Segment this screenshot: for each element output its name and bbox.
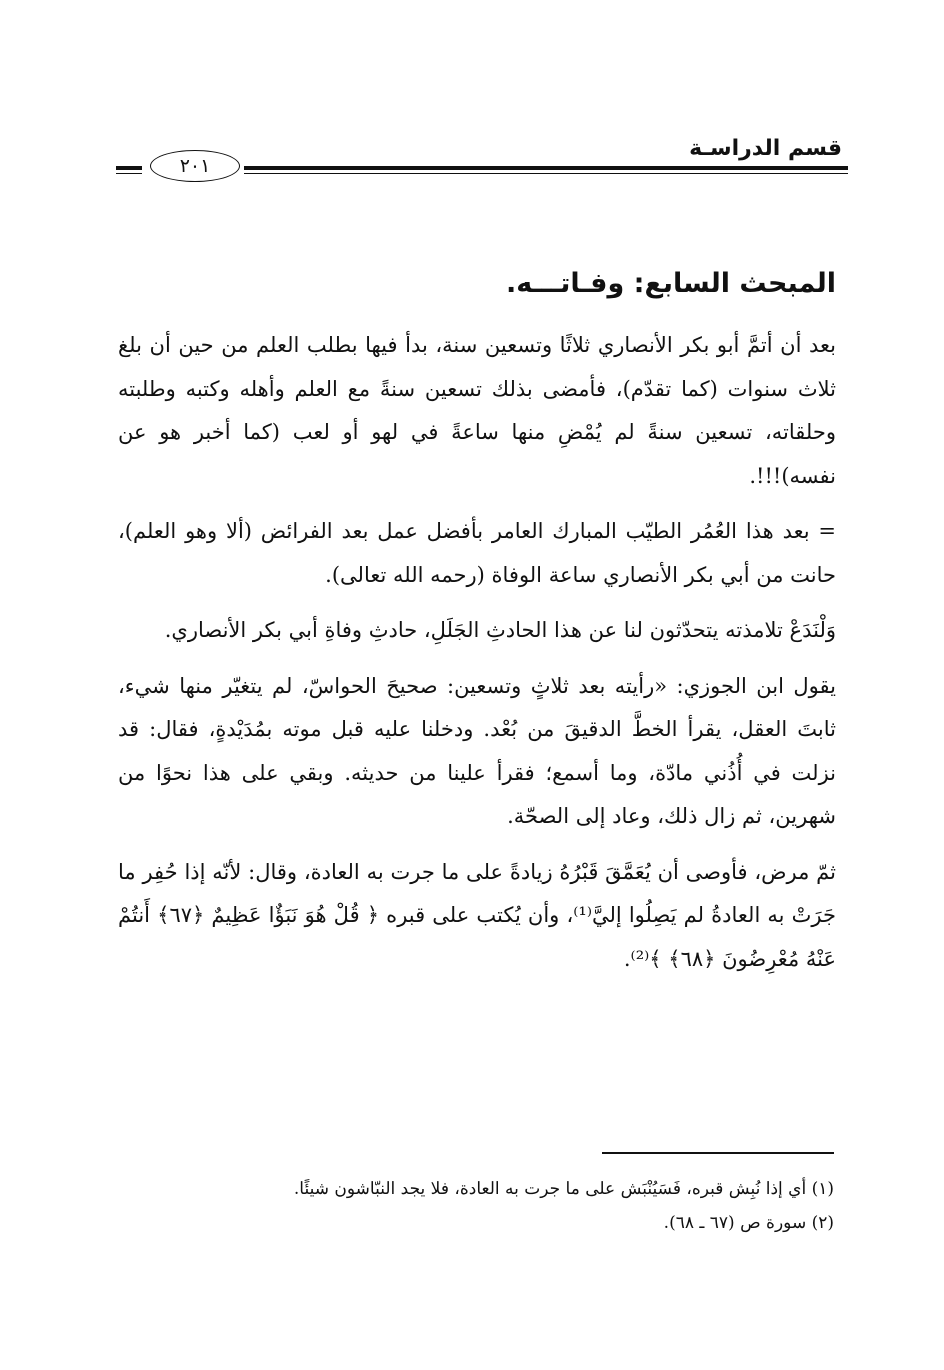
footnotes	[116, 1172, 834, 1240]
footnote-2: (٢) سورة ص (٦٧ ـ ٦٨).	[663, 1213, 834, 1233]
page-number-badge: ٢٠١	[150, 150, 240, 182]
paragraph-3: وَلْنَدَعْ تلامذته يتحدّثون لنا عن هذا الحادثِ الجَلَلِ، حادثِ وفاةِ أبي بكر الأنصاري.	[164, 618, 836, 642]
header-rule-thick	[244, 166, 848, 170]
section-title: المبحث السابع: وفـاتـــه.	[505, 268, 836, 299]
header-rule-left-thin	[116, 173, 142, 174]
paragraph-5: ثمّ مرض، فأوصى أن يُعَمَّقَ قَبْرُهُ زيادةً على ما جرت به العادة، وقال: لأنّه إذا حُفِر ما جَرَتْ به العادةُ لم يَصِلُوا إليَّ⁽¹⁾، وأن يُكتب على قبره ﴿ قُلْ هُوَ نَبَؤٌا عَظِيمٌ ﴿٦٧﴾ أَنتُمْ عَنْهُ مُعْرِضُونَ ﴿٦٨﴾ ﴾⁽²⁾.	[118, 859, 836, 971]
main-text	[118, 262, 836, 993]
header-rule-thin	[244, 173, 848, 174]
footnote-1: (١) أي إذا نُبِش قبره، فَسَيُنْبَش على ما جرت به العادة، فلا يجد النبّاشون شيئًا.	[293, 1179, 834, 1199]
header-rule-left-thick	[116, 166, 142, 170]
page-header	[112, 128, 848, 188]
paragraph-2: = بعد هذا العُمُر الطيّب المبارك العامر بأفضل عمل بعد الفرائض (ألا وهو العلم)، حانت من أبي بكر الأنصاري ساعة الوفاة (رحمه الله تعالى).	[118, 519, 836, 587]
footnote-separator	[602, 1152, 834, 1154]
running-header-title: قسم الدراسـة	[689, 136, 842, 161]
paragraph-4: يقول ابن الجوزي: «رأيته بعد ثلاثٍ وتسعين: صحيحَ الحواسّ، لم يتغيّر منها شيء، ثابتَ العقل، يقرأ الخطَّ الدقيقَ من بُعْد. ودخلنا عليه قبل موته بمُدَيْدةٍ، فقال: قد نزلت في أُذُني مادّة، وما أسمع؛ فقرأ علينا من حديثه. وبقي على هذا نحوًا من شهرين، ثم زال ذلك، وعاد إلى الصحّة.	[118, 673, 836, 828]
paragraph-1: بعد أن أتمَّ أبو بكر الأنصاري ثلاثًا وتسعين سنة، بدأ فيها بطلب العلم من حين أن بلغ ثلاث سنوات (كما تقدّم)، فأمضى بذلك تسعين سنةً مع العلم وأهله وكتبه وطلبته وحلقاته، تسعين سنةً لم يُمْضِ منها ساعةً في لهو أو لعب (كما أخبر هو عن نفسه)!!!.	[118, 333, 836, 488]
